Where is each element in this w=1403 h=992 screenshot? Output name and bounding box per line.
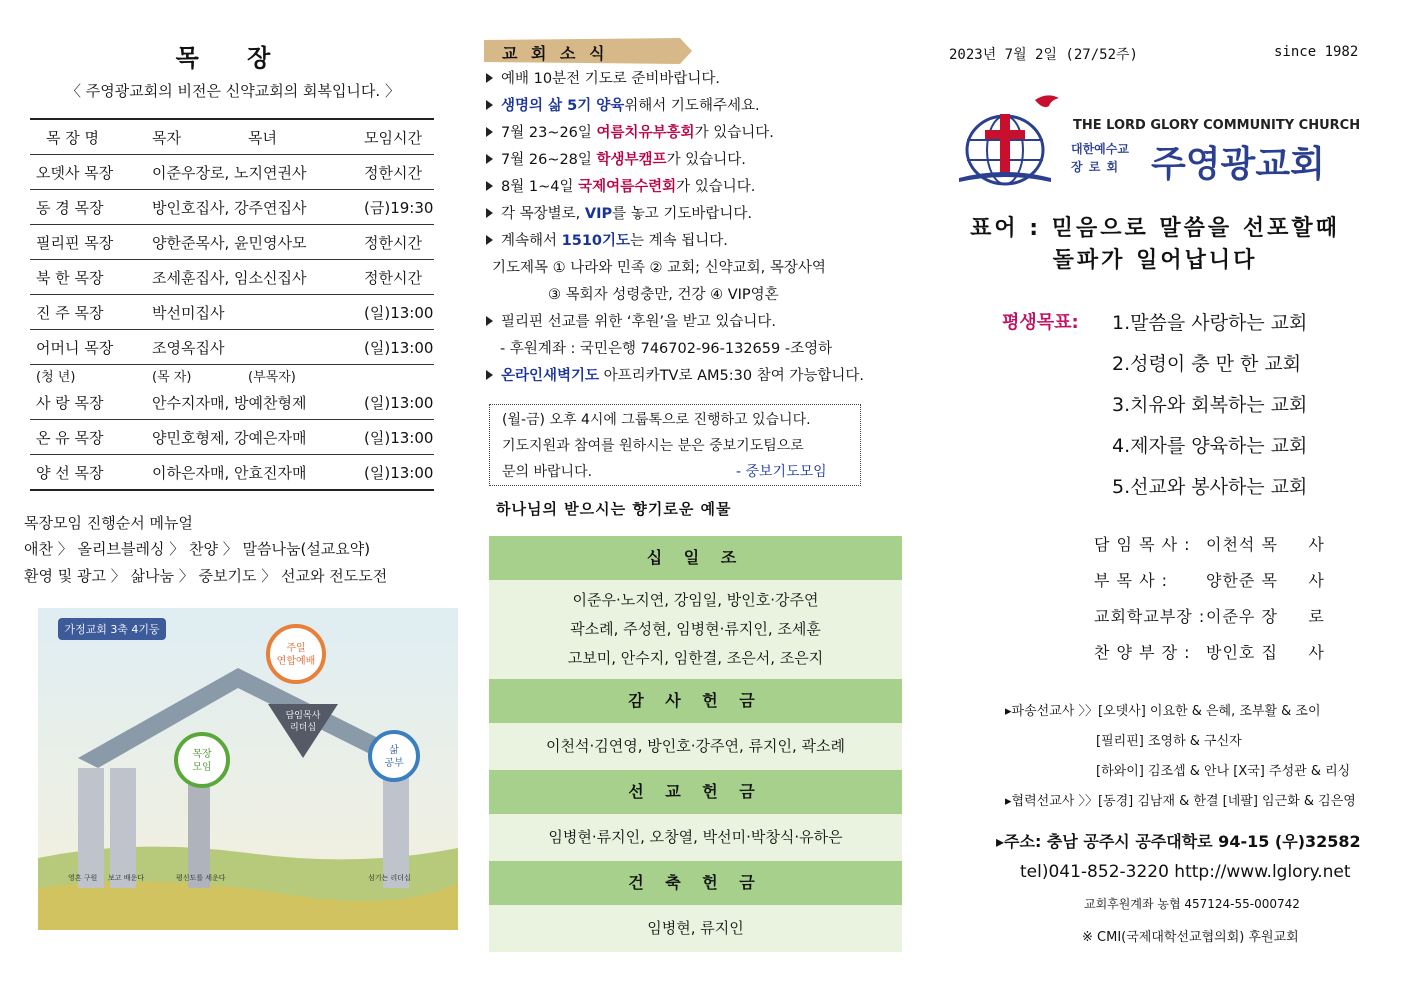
mokjang-title: 목 장: [175, 44, 291, 72]
mokjang-name: 필리핀 목장: [30, 225, 146, 260]
motto-line-1: 표어 : 믿음으로 말씀을 선포할때: [970, 216, 1340, 241]
box-line-1: (월-금) 오후 4시에 그룹톡으로 진행하고 있습니다.: [502, 412, 811, 428]
table-row: [30, 330, 434, 365]
notice-tab: [484, 38, 694, 64]
missionary-line: ▸협력선교사 〉〉[동경] 김남재 & 한결 [네팔] 임근화 & 김은영: [1005, 794, 1356, 809]
notice-text: 각 목장별로,: [501, 206, 585, 222]
globe-cross-icon: [955, 92, 1075, 192]
notice-item: [484, 147, 904, 174]
notice-highlight: 여름치유부흥회: [596, 125, 695, 141]
bulletin-date: 2023년 7월 2일 (27/52주): [949, 47, 1138, 63]
table-row: [30, 420, 434, 455]
svg-text:삶: 삶: [389, 745, 399, 756]
mokjang-name: 사 랑 목장: [30, 385, 146, 420]
bullet-triangle-icon: [486, 73, 493, 83]
mokjang-leaders: 조영옥집사: [146, 330, 358, 365]
since-year: since 1982: [1274, 44, 1359, 60]
svg-text:영혼 구원: 영혼 구원: [68, 874, 98, 882]
svg-text:섬기는 리더십: 섬기는 리더십: [368, 874, 411, 882]
youth-subheader: [30, 365, 434, 386]
offering-header: 십 일 조: [489, 536, 902, 580]
col-header-wife: 목녀: [242, 119, 358, 155]
offering-header: 건 축 헌 금: [489, 861, 902, 905]
staff-name: 방인호 집 사: [1206, 643, 1325, 662]
offering-header: 감 사 헌 금: [489, 679, 902, 723]
youth-header-cell: (청 년): [36, 369, 76, 385]
notice-highlight: 생명의 삶 5기 양육: [501, 98, 625, 114]
notice-item: [484, 228, 904, 255]
offering-names: 임병현, 류지인: [647, 919, 744, 937]
mokjang-name: 오뎃사 목장: [30, 155, 146, 190]
staff-name: 이천석 목 사: [1206, 535, 1325, 554]
vision-statement: 〈 주영광교회의 비전은 신약교회의 회복입니다. 〉: [66, 82, 400, 100]
mokjang-name: 양 선 목장: [30, 455, 146, 491]
meeting-time: (일)13:00: [358, 385, 434, 420]
col-header-leader: 목자: [146, 119, 242, 155]
youth-header-cell: (목 자): [152, 369, 192, 385]
staff-role: 찬 양 부 장 :: [1094, 643, 1191, 662]
svg-text:보고 배운다: 보고 배운다: [108, 874, 145, 882]
staff-role: 부 목 사 :: [1094, 571, 1169, 590]
table-row: [30, 155, 434, 190]
menu-line-1: 애찬 〉 올리브블레싱 〉 찬양 〉 말씀나눔(설교요약): [24, 540, 371, 558]
notice-text-tail: 를 놓고 기도바랍니다.: [612, 206, 753, 222]
menu-line-2: 환영 및 광고 〉 삶나눔 〉 중보기도 〉 선교와 전도도전: [24, 567, 388, 585]
svg-text:모임: 모임: [192, 762, 212, 773]
meeting-time: (일)13:00: [358, 295, 434, 330]
motto: [930, 213, 1380, 277]
offering-names: 이천석·김연영, 방인호·강주연, 류지인, 곽소례: [546, 737, 845, 755]
life-study-circle: [370, 732, 418, 780]
offering-names: 임병현·류지인, 오창열, 박선미·박창식·유하은: [548, 828, 843, 846]
mokjang-name: 동 경 목장: [30, 190, 146, 225]
missionary-line: [필리핀] 조영하 & 구신자: [1096, 734, 1242, 749]
table-row: [30, 455, 434, 491]
address: ▸주소: 충남 공주시 공주대학로 94-15 (우)32582: [996, 832, 1361, 851]
notice-text: 계속해서: [501, 233, 562, 249]
mokjang-name: 진 주 목장: [30, 295, 146, 330]
svg-text:가정교회 3축 4기둥: 가정교회 3축 4기둥: [64, 623, 160, 636]
church-logo: [955, 92, 1365, 192]
notice-text-tail: 가 있습니다.: [694, 125, 774, 141]
mokjang-name: 북 한 목장: [30, 260, 146, 295]
table-row: [30, 225, 434, 260]
svg-text:주일: 주일: [286, 643, 306, 654]
notice-highlight: VIP: [584, 206, 613, 222]
online-highlight: 온라인새벽기도: [501, 368, 600, 384]
notice-text: 예배 10분전 기도로 준비바랍니다.: [501, 71, 720, 87]
dove-icon: [1035, 95, 1059, 107]
life-goal: 1.말씀을 사랑하는 교회: [1112, 312, 1308, 334]
table-row: [30, 295, 434, 330]
notice-tab-label: 교 회 소 식: [502, 44, 609, 63]
offering-names: 곽소례, 주성현, 임병현·류지인, 조세훈: [570, 620, 821, 638]
logo-korean: 주영광교회: [1151, 144, 1325, 185]
meeting-time: 정한시간: [358, 225, 434, 260]
mokjang-table: [30, 118, 434, 491]
table-row: [30, 385, 434, 420]
missionary-line: [하와이] 김조셉 & 안나 [X국] 주성관 & 리싱: [1096, 764, 1351, 779]
staff-name: 이준우 장 로: [1206, 607, 1325, 626]
notice-text: 7월 26~28일: [501, 152, 597, 168]
online-text: 아프리카TV로 AM5:30 참여 가능합니다.: [599, 368, 864, 384]
meeting-time: (일)13:00: [358, 330, 434, 365]
mokjang-leaders: 방인호집사, 강주연집사: [146, 190, 358, 225]
notice-list: [484, 66, 904, 390]
box-line-3: 문의 바랍니다.: [502, 464, 593, 480]
prayer-topic-2: ③ 목회자 성령충만, 건강 ④ VIP영혼: [548, 287, 779, 303]
notice-highlight: 1510기도: [561, 233, 631, 249]
bullet-triangle-icon: [486, 181, 493, 191]
notice-item: [484, 66, 904, 93]
svg-text:평신도를 세운다: 평신도를 세운다: [176, 874, 226, 882]
notice-text-tail: 가 있습니다.: [666, 152, 746, 168]
mokjang-leaders: 박선미집사: [146, 295, 358, 330]
tel-url: tel)041-852-3220 http://www.lglory.net: [1020, 862, 1351, 882]
offering-names: 고보미, 안수지, 임한결, 조은서, 조은지: [567, 649, 824, 667]
col-header-time: 모임시간: [358, 119, 434, 155]
intercession-box: [489, 404, 861, 486]
svg-text:목장: 목장: [192, 749, 212, 760]
pillar-4: [383, 768, 409, 888]
notice-text: 8월 1~4일: [501, 179, 579, 195]
left-column: [18, 0, 448, 992]
notice-highlight: 학생부캠프: [596, 152, 667, 168]
svg-text:연합예배: 연합예배: [276, 656, 316, 667]
life-goal: 2.성령이 충 만 한 교회: [1112, 353, 1302, 375]
cmi-note: ※ CMI(국제대학선교협의회) 후원교회: [1082, 930, 1299, 945]
life-goal: 5.선교와 봉사하는 교회: [1112, 476, 1308, 498]
mokjang-circle: [176, 734, 228, 786]
notice-item: [484, 201, 904, 228]
mokjang-leaders: 이준우장로, 노지연권사: [146, 155, 358, 190]
notice-text-tail: 가 있습니다.: [676, 179, 756, 195]
mokjang-name: 온 유 목장: [30, 420, 146, 455]
missionary-line: ▸파송선교사 〉〉[오뎃사] 이요한 & 은혜, 조부활 & 조이: [1005, 704, 1321, 719]
offering-body: [489, 723, 902, 770]
logo-english: THE LORD GLORY COMMUNITY CHURCH: [1073, 118, 1361, 133]
notice-text-tail: 위해서 기도해주세요.: [624, 98, 760, 114]
mokjang-leaders: 양민호형제, 강예은자매: [146, 420, 358, 455]
offering-body: [489, 905, 902, 952]
box-line-2: 기도지원과 참여를 원하시는 분은 중보기도팀으로: [502, 438, 804, 454]
notice-online: [484, 363, 904, 390]
worship-circle: [268, 626, 324, 682]
notice-text: 7월 23~26일: [501, 125, 597, 141]
meeting-time: (일)13:00: [358, 455, 434, 491]
notice-highlight: 국제여름수련회: [578, 179, 677, 195]
pillar-2: [110, 768, 136, 888]
bullet-triangle-icon: [486, 208, 493, 218]
support-account-right: 교회후원계좌 농협 457124-55-000742: [1084, 897, 1300, 911]
house-church-illustration: [38, 608, 458, 930]
goals-label: 평생목표:: [1002, 312, 1079, 333]
staff-role: 담 임 목 사 :: [1094, 535, 1191, 554]
svg-text:리더십: 리더십: [289, 723, 317, 733]
prayer-topic-1: 기도제목 ① 나라와 민족 ② 교회; 신약교회, 목장사역: [492, 260, 826, 276]
table-row: [30, 190, 434, 225]
staff-role: 교회학교부장 :: [1094, 607, 1206, 626]
mokjang-leaders: 양한준목사, 윤민영사모: [146, 225, 358, 260]
support-account: - 후원계좌 : 국민은행 746702-96-132659 -조영하: [500, 341, 833, 357]
notice-item: [484, 93, 904, 120]
meeting-time: 정한시간: [358, 260, 434, 295]
bullet-triangle-icon: [486, 127, 493, 137]
logo-small-2: 장 로 회: [1071, 160, 1120, 174]
notice-text-tail: 는 계속 됩니다.: [630, 233, 728, 249]
mokjang-leaders: 이하은자매, 안효진자매: [146, 455, 358, 491]
life-goal: 4.제자를 양육하는 교회: [1112, 435, 1308, 457]
meeting-time: 정한시간: [358, 155, 434, 190]
motto-line-2: 돌파가 일어납니다: [1052, 248, 1258, 273]
support-text: 필리핀 선교를 위한 ‘후원’을 받고 있습니다.: [501, 314, 776, 330]
bullet-triangle-icon: [486, 100, 493, 110]
mokjang-name: 어머니 목장: [30, 330, 146, 365]
notice-support: [484, 309, 904, 336]
meeting-time: (일)13:00: [358, 420, 434, 455]
logo-small-1: 대한예수교: [1071, 142, 1129, 156]
menu-title: 목장모임 진행순서 메뉴얼: [24, 514, 193, 532]
table-row: [30, 260, 434, 295]
bullet-triangle-icon: [486, 235, 493, 245]
offering-title: 하나님의 받으시는 향기로운 예물: [496, 500, 732, 518]
mokjang-leaders: 안수지자매, 방예찬형제: [146, 385, 358, 420]
table-header-row: [30, 119, 434, 155]
pillar-1: [78, 768, 104, 888]
meeting-time: (금)19:30: [358, 190, 434, 225]
life-goal: 3.치유와 회복하는 교회: [1112, 394, 1308, 416]
col-header-name: 목 장 명: [30, 119, 146, 155]
staff-name: 양한준 목 사: [1206, 571, 1325, 590]
svg-text:담임목사: 담임목사: [285, 711, 321, 721]
box-signature: - 중보기도모임: [736, 464, 827, 480]
mokjang-leaders: 조세훈집사, 임소신집사: [146, 260, 358, 295]
offering-body: [489, 580, 902, 679]
youth-header-cell: (부목자): [248, 369, 296, 385]
offering-names: 이준우·노지연, 강임일, 방인호·강주연: [572, 591, 819, 609]
offering-header: 선 교 헌 금: [489, 770, 902, 814]
illustration-svg: [38, 608, 458, 930]
svg-text:공부: 공부: [384, 758, 404, 769]
pillar-3: [188, 778, 210, 888]
notice-item: [484, 120, 904, 147]
offering-body: [489, 814, 902, 861]
offering-table: [489, 536, 902, 952]
notice-item: [484, 174, 904, 201]
bullet-triangle-icon: [486, 154, 493, 164]
